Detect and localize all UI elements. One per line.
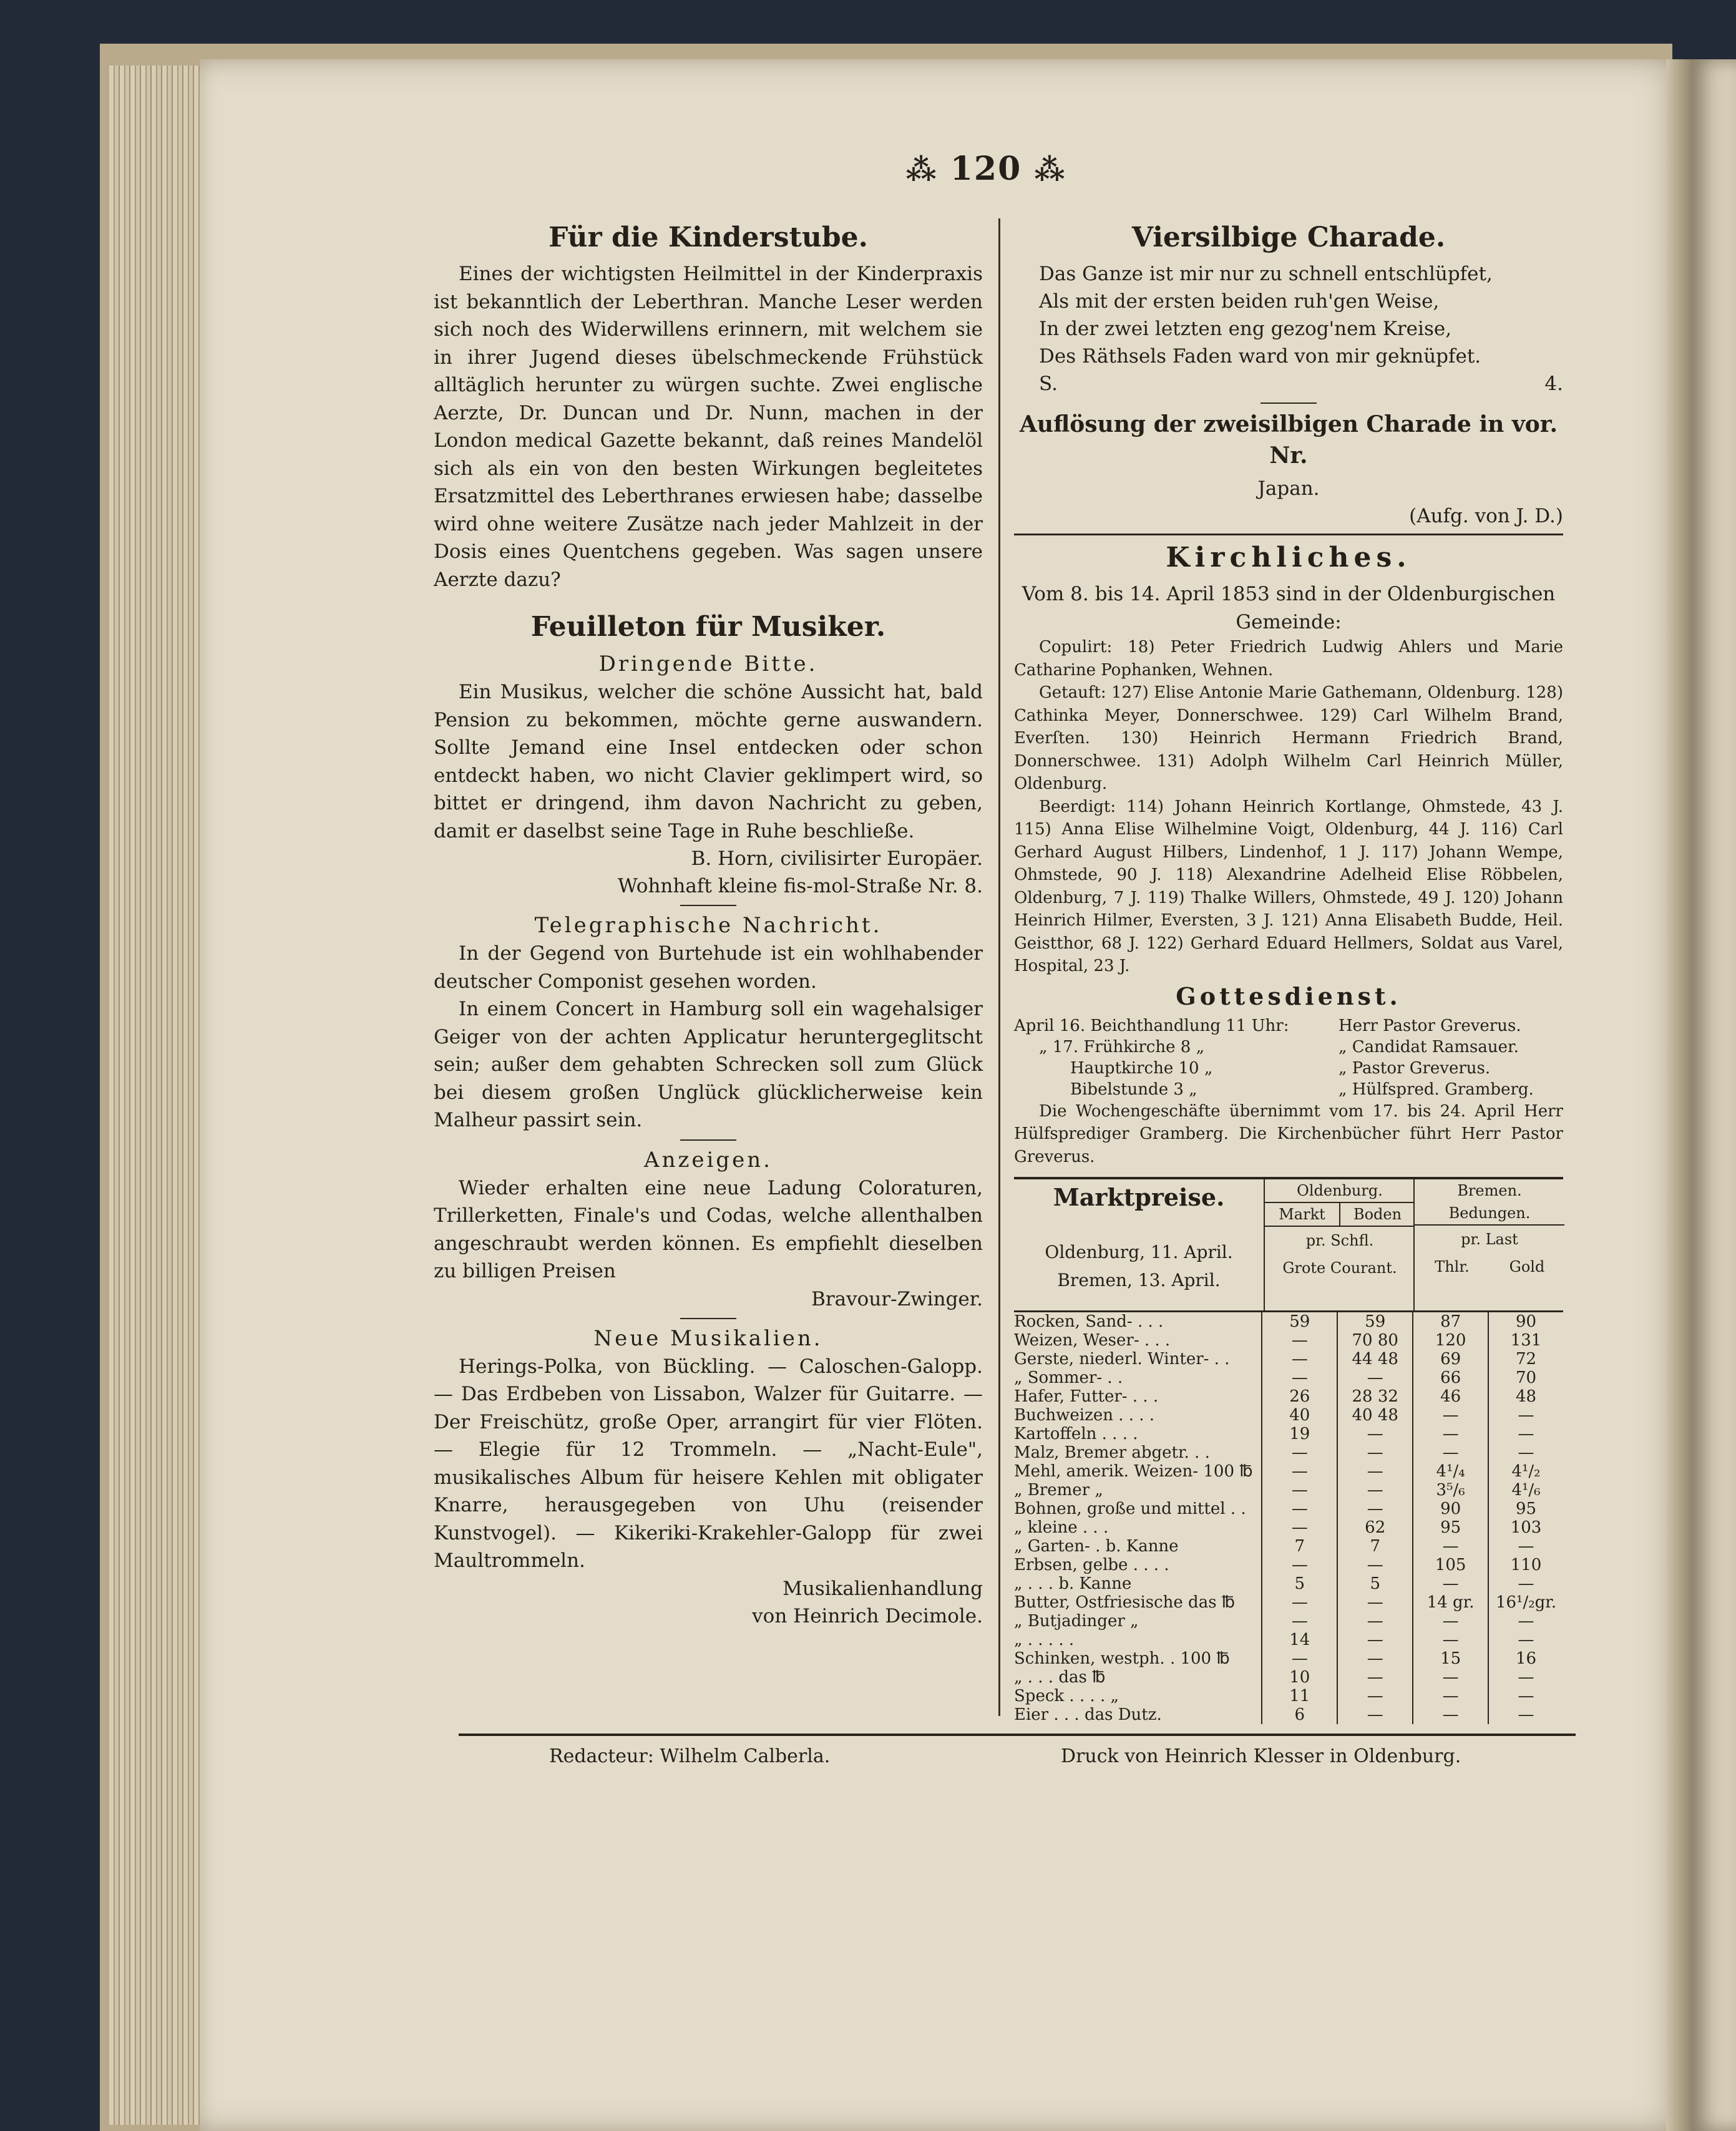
article-neue-musikalien: Herings-Polka, von Bückling. — Caloschen-Galopp. — Das Erdbeben von Lissabon, Walzer für Guitarre. — Der Freischütz, große Oper, arrangirt für vier Flöten. — Elegie für 12 Trommeln. — „Nacht-Eule", musikalisches Album für heisere Kehlen mit obligater Knarre, herausgegeben von Uhu (reisender Kunstvogel). — Kikeriki-Krakehler-Galopp für zwei Maultrommeln. — [434, 1355, 983, 1572]
market-row — [1014, 1631, 1563, 1649]
market-row-value: 16 — [1488, 1649, 1563, 1668]
market-row-value: 46 — [1412, 1387, 1488, 1406]
section-title-kinderstube: Für die Kinderstube. — [549, 222, 868, 253]
market-row-value: 95 — [1488, 1500, 1563, 1518]
subtitle-neue-musikalien: Neue Musikalien. — [593, 1325, 823, 1351]
charade-line-1: Das Ganze ist mir nur zu schnell entschlüpfet, — [1039, 263, 1493, 285]
footer-editor: Redacteur: Wilhelm Calberla. — [549, 1745, 831, 1767]
article-kinderstube: Eines der wichtigsten Heilmittel in der Kinderpraxis ist bekanntlich der Leberthran. Manche Leser werden sich noch des Widerwillens erinnern, mit welchem sie in ihrer Jugend dieses übelschmeckende Frühstück alltäglich herunter zu würgen suchte. Zwei englische Aerzte, Dr. Duncan und Dr. Nunn, machen in der London medical Gazette bekannt, daß reines Mandelöl sich als ein von den besten Wirkungen begleitetes Ersatzmittel des Leberthranes erwiesen habe; dasselbe wird ohne weitere Zusätze nach jeder Mahlzeit in der Dosis eines Quentchens gegeben. Was sagen unsere Aerzte dazu? — [434, 263, 983, 591]
market-row-value: — — [1337, 1556, 1412, 1574]
market-row — [1014, 1649, 1563, 1668]
page-number: 120 — [950, 150, 1022, 188]
market-row-value: 70 — [1488, 1368, 1563, 1387]
market-row-value: 72 — [1488, 1350, 1563, 1368]
section-title-feuilleton: Feuilleton für Musiker. — [530, 611, 886, 643]
market-row — [1014, 1368, 1563, 1387]
charade-sign-left: S. — [1039, 373, 1058, 395]
market-row-label: Gerste, niederl. Winter- . . — [1014, 1350, 1230, 1368]
market-row-value: — — [1488, 1668, 1563, 1687]
market-row — [1014, 1406, 1563, 1425]
section-title-charade: Viersilbige Charade. — [1131, 222, 1446, 253]
ornament-right: ⁂ — [1034, 152, 1066, 187]
market-row-label: „ . . . das ℔ — [1014, 1668, 1106, 1687]
market-row — [1014, 1612, 1563, 1631]
market-row-value: 59 — [1337, 1312, 1412, 1331]
article-anzeigen: Wieder erhalten eine neue Ladung Coloraturen, Trillerketten, Finale's und Codas, welche allenthalben angeschraubt werden können. Es empfiehlt dieselben zu billigen Preisen — [434, 1176, 983, 1282]
market-row-value: — — [1261, 1593, 1337, 1612]
market-row — [1014, 1331, 1563, 1350]
market-row-value: 5 — [1337, 1574, 1412, 1593]
market-row-value: 40 — [1261, 1406, 1337, 1425]
church-copulirt: Copulirt: 18) Peter Friedrich Ludwig Ahlers und Marie Catharine Pophanken, Wehnen. — [1014, 638, 1563, 680]
market-row-label: „ Sommer- . . — [1014, 1368, 1123, 1387]
market-row-value: — — [1488, 1705, 1563, 1724]
market-row-value: — — [1337, 1612, 1412, 1631]
market-row — [1014, 1668, 1563, 1687]
market-row-value: 69 — [1412, 1350, 1488, 1368]
market-place-bremen: Bremen, 13. April. — [1057, 1270, 1221, 1290]
market-row-value: — — [1337, 1368, 1412, 1387]
divider — [1014, 534, 1563, 535]
market-place-oldenburg: Oldenburg, 11. April. — [1045, 1242, 1233, 1262]
charade-line-4: Des Räthsels Faden ward von mir geknüpfet. — [1039, 345, 1481, 368]
church-intro: Vom 8. bis 14. April 1853 sind in der Oldenburgischen Gemeinde: — [1022, 583, 1556, 633]
market-row-value: — — [1412, 1631, 1488, 1649]
adjacent-page-edge — [1691, 59, 1736, 2131]
market-row-label: „ Bremer „ — [1014, 1481, 1103, 1500]
charade-line-3: In der zwei letzten eng gezog'nem Kreise, — [1039, 318, 1452, 340]
section-title-kirchliches: Kirchliches. — [1166, 542, 1412, 573]
signature-decimole: von Heinrich Decimole. — [752, 1604, 983, 1627]
market-row-value: 4¹/₂ — [1488, 1462, 1563, 1481]
section-title-aufloesung: Auflösung der zweisilbigen Charade in vor. Nr. — [1019, 411, 1558, 469]
signature-horn: B. Horn, civilisirter Europäer. — [691, 847, 983, 870]
market-row — [1014, 1312, 1563, 1331]
market-row-label: Erbsen, gelbe . . . . — [1014, 1556, 1169, 1574]
binding-gutter — [1666, 59, 1694, 2131]
market-row-value: 105 — [1412, 1556, 1488, 1574]
market-row-value: — — [1337, 1500, 1412, 1518]
market-row-value: — — [1337, 1687, 1412, 1705]
market-table-body — [1014, 1312, 1563, 1724]
market-row-value: 5 — [1261, 1574, 1337, 1593]
ornament-left: ⁂ — [905, 152, 938, 187]
market-row-value: 103 — [1488, 1518, 1563, 1537]
left-column — [434, 215, 983, 1630]
service-row: Bibelstunde 3 „ „ Hülfspred. Gramberg. — [1070, 1080, 1534, 1099]
market-row-label: Weizen, Weser- . . . — [1014, 1331, 1171, 1350]
market-row-value: — — [1261, 1518, 1337, 1537]
section-title-gottesdienst: Gottesdienst. — [1176, 982, 1402, 1010]
market-row-value: — — [1488, 1443, 1563, 1462]
market-row-value: — — [1261, 1556, 1337, 1574]
solution-answer: Japan. — [1257, 477, 1320, 500]
market-row-value: 70 80 — [1337, 1331, 1412, 1350]
market-row-label: Buchweizen . . . . — [1014, 1406, 1155, 1425]
market-row-label: Kartoffeln . . . . — [1014, 1425, 1138, 1443]
market-row-value: — — [1412, 1705, 1488, 1724]
market-row-value: — — [1337, 1705, 1412, 1724]
market-row-value: — — [1412, 1443, 1488, 1462]
market-row-label: Schinken, westph. . 100 ℔ — [1014, 1649, 1230, 1668]
church-getauft: Getauft: 127) Elise Antonie Marie Gathemann, Oldenburg. 128) Cathinka Meyer, Donnerschwee. 129) Carl Wilhelm Brand, Everſten. 130) Heinrich Hermann Friedrich Brand, Donnerschwee. 131) Adolph Wilhelm Carl Heinrich Müller, Oldenburg. — [1014, 683, 1563, 793]
market-row-value: — — [1412, 1537, 1488, 1556]
market-row-label: „ Garten- . b. Kanne — [1014, 1537, 1179, 1556]
charade-line-2: Als mit der ersten beiden ruh'gen Weise, — [1039, 290, 1440, 313]
market-row-value: 7 — [1261, 1537, 1337, 1556]
market-row-value: — — [1488, 1406, 1563, 1425]
market-row-value: 14 gr. — [1412, 1593, 1488, 1612]
market-row — [1014, 1443, 1563, 1462]
market-row-value: — — [1488, 1687, 1563, 1705]
market-row-value: — — [1412, 1612, 1488, 1631]
divider — [680, 1139, 736, 1141]
divider — [1261, 402, 1317, 404]
market-row-value: 14 — [1261, 1631, 1337, 1649]
church-beerdigt: Beerdigt: 114) Johann Heinrich Kortlange, Ohmstede, 43 J. 115) Anna Elise Wilhelmine Voigt, Oldenburg, 44 J. 116) Carl Gerhard August Hilbers, Lindenhof, 1 J. 117) Johann Wempe, Ohmstede, 90 J. 118) Alexandrine Adelheid Elise Röbbelen, Oldenburg, 7 J. 119) Thalke Willers, Ohmstede, 49 J. 120) Johann Heinrich Hilmer, Eversten, 3 J. 121) Anna Elisabeth Budde, Heil. Geistthor, 68 J. 122) Gerhard Eduard Hellmers, Soldat aus Varel, Hospital, 23 J. — [1014, 797, 1563, 975]
charade-sign-right: 4. — [1544, 373, 1563, 395]
market-row-value: 87 — [1412, 1312, 1488, 1331]
header-oldenburg: Oldenburg. Markt Boden pr. Schfl. Grote Courant. — [1264, 1179, 1415, 1310]
market-row-value: 131 — [1488, 1331, 1563, 1350]
market-row-value: — — [1488, 1425, 1563, 1443]
market-row-value: 90 — [1488, 1312, 1563, 1331]
market-row-value: — — [1337, 1481, 1412, 1500]
market-row-label: Malz, Bremer abgetr. . . — [1014, 1443, 1210, 1462]
market-row-value: — — [1337, 1425, 1412, 1443]
market-row-value: — — [1261, 1350, 1337, 1368]
service-note: Die Wochengeschäfte übernimmt vom 17. bis 24. April Herr Hülfsprediger Gramberg. Die Kirchenbücher führt Herr Pastor Greverus. — [1014, 1101, 1563, 1166]
market-row-value: — — [1261, 1331, 1337, 1350]
market-row-value: — — [1337, 1649, 1412, 1668]
market-row-value: 26 — [1261, 1387, 1337, 1406]
market-row-value: — — [1488, 1612, 1563, 1631]
market-row-value: 15 — [1412, 1649, 1488, 1668]
market-row-label: Rocken, Sand- . . . — [1014, 1312, 1164, 1331]
market-row-value: — — [1412, 1668, 1488, 1687]
market-row-value: 4¹/₄ — [1412, 1462, 1488, 1481]
market-row-value: 110 — [1488, 1556, 1563, 1574]
subtitle-anzeigen: Anzeigen. — [644, 1147, 773, 1173]
market-row — [1014, 1425, 1563, 1443]
market-row-value: 44 48 — [1337, 1350, 1412, 1368]
market-row-value: 16¹/₂gr. — [1488, 1593, 1563, 1612]
right-column — [1014, 215, 1563, 1724]
market-row-value: — — [1261, 1443, 1337, 1462]
market-row-value: 95 — [1412, 1518, 1488, 1537]
market-row-label: Hafer, Futter- . . . — [1014, 1387, 1159, 1406]
market-row-value: — — [1412, 1687, 1488, 1705]
market-row-label: Butter, Ostfriesische das ℔ — [1014, 1593, 1236, 1612]
market-row-label: „ . . . b. Kanne — [1014, 1574, 1132, 1593]
market-row-value: — — [1337, 1631, 1412, 1649]
page-header — [861, 150, 1111, 193]
signature-bravour: Bravour-Zwinger. — [811, 1287, 983, 1310]
market-row-value: 59 — [1261, 1312, 1337, 1331]
market-row-value: 120 — [1412, 1331, 1488, 1350]
market-row-label: „ Butjadinger „ — [1014, 1612, 1139, 1631]
market-row-label: Bohnen, große und mittel . . — [1014, 1500, 1246, 1518]
market-row-value: — — [1261, 1612, 1337, 1631]
market-row-label: „ kleine . . . — [1014, 1518, 1109, 1537]
market-table-header — [1014, 1177, 1563, 1312]
market-row-value: — — [1261, 1500, 1337, 1518]
service-row: April 16. Beichthandlung 11 Uhr: Herr Pastor Greverus. — [1014, 1016, 1521, 1035]
market-row — [1014, 1518, 1563, 1537]
article-dringende-bitte: Ein Musikus, welcher die schöne Aussicht hat, bald Pension zu bekommen, möchte gerne auswandern. Sollte Jemand eine Insel entdecken oder schon entdeckt haben, wo nicht Clavier geklimpert wird, so bittet er dringend, ihm davon Nachricht zu geben, damit er daselbst seine Tage in Ruhe beschließe. — [434, 681, 983, 842]
market-row — [1014, 1556, 1563, 1574]
market-row-value: — — [1412, 1406, 1488, 1425]
market-row-value: 10 — [1261, 1668, 1337, 1687]
signature-musikalienhandlung: Musikalienhandlung — [783, 1577, 983, 1600]
column-divider — [998, 218, 1000, 1716]
market-row-value: 90 — [1412, 1500, 1488, 1518]
telegraph-paragraph-1: In der Gegend von Burtehude ist ein wohlhabender deutscher Componist gesehen worden. — [434, 942, 983, 993]
market-row — [1014, 1500, 1563, 1518]
address-horn: Wohnhaft kleine fis-mol-Straße Nr. 8. — [618, 875, 983, 897]
market-row-value: 3⁵/₆ — [1412, 1481, 1488, 1500]
market-row-value: — — [1261, 1649, 1337, 1668]
market-row-value: — — [1337, 1593, 1412, 1612]
divider — [680, 1318, 736, 1319]
market-row-value: — — [1412, 1574, 1488, 1593]
market-row — [1014, 1537, 1563, 1556]
market-row-value: — — [1337, 1443, 1412, 1462]
market-row-value: — — [1261, 1462, 1337, 1481]
charade-sign-row — [1039, 370, 1563, 397]
market-row-label: Mehl, amerik. Weizen- 100 ℔ — [1014, 1462, 1253, 1481]
market-row-value: — — [1337, 1668, 1412, 1687]
market-row-value: 28 32 — [1337, 1387, 1412, 1406]
service-row: Hauptkirche 10 „ „ Pastor Greverus. — [1070, 1058, 1491, 1078]
market-row — [1014, 1705, 1563, 1724]
market-row-label: Eier . . . das Dutz. — [1014, 1705, 1162, 1724]
telegraph-paragraph-2: In einem Concert in Hamburg soll ein wagehalsiger Geiger von der achten Applicatur heruntergeglitscht sein; außer dem gehabten Schrecken soll zum Glück bei diesem großen Unglück glücklicherweise kein Malheur passirt sein. — [434, 998, 983, 1131]
market-row-value: 19 — [1261, 1425, 1337, 1443]
subtitle-dringende-bitte: Dringende Bitte. — [598, 651, 818, 676]
market-row — [1014, 1481, 1563, 1500]
market-row-label: „ . . . . . — [1014, 1631, 1075, 1649]
market-row-value: — — [1488, 1537, 1563, 1556]
market-row — [1014, 1350, 1563, 1368]
page-edges — [109, 66, 203, 2125]
market-row-value: 48 — [1488, 1387, 1563, 1406]
header-bremen: Bremen. Bedungen. pr. Last Thlr. Gold — [1413, 1179, 1564, 1310]
market-row-value: — — [1488, 1574, 1563, 1593]
market-row-value: 11 — [1261, 1687, 1337, 1705]
market-title: Marktpreise. — [1053, 1183, 1225, 1211]
market-row-value: 40 48 — [1337, 1406, 1412, 1425]
market-row-value: 6 — [1261, 1705, 1337, 1724]
market-row-value: 4¹/₆ — [1488, 1481, 1563, 1500]
market-row-value: 7 — [1337, 1537, 1412, 1556]
market-row-value: — — [1261, 1481, 1337, 1500]
market-row-value: 62 — [1337, 1518, 1412, 1537]
market-row — [1014, 1574, 1563, 1593]
market-row-label: Speck . . . . „ — [1014, 1687, 1119, 1705]
service-row: „ 17. Frühkirche 8 „ „ Candidat Ramsauer. — [1039, 1037, 1519, 1056]
market-row-value: — — [1261, 1368, 1337, 1387]
market-row — [1014, 1687, 1563, 1705]
market-row-value: 66 — [1412, 1368, 1488, 1387]
footer-rule — [459, 1734, 1576, 1736]
market-row-value: — — [1412, 1425, 1488, 1443]
market-row — [1014, 1387, 1563, 1406]
market-row-value: — — [1488, 1631, 1563, 1649]
divider — [680, 905, 736, 906]
market-row-value: — — [1337, 1462, 1412, 1481]
solution-sign: (Aufg. von J. D.) — [1409, 505, 1563, 527]
footer-printer: Druck von Heinrich Klesser in Oldenburg. — [1061, 1745, 1461, 1767]
market-row — [1014, 1462, 1563, 1481]
subtitle-telegraph: Telegraphische Nachricht. — [534, 913, 882, 938]
market-row — [1014, 1593, 1563, 1612]
